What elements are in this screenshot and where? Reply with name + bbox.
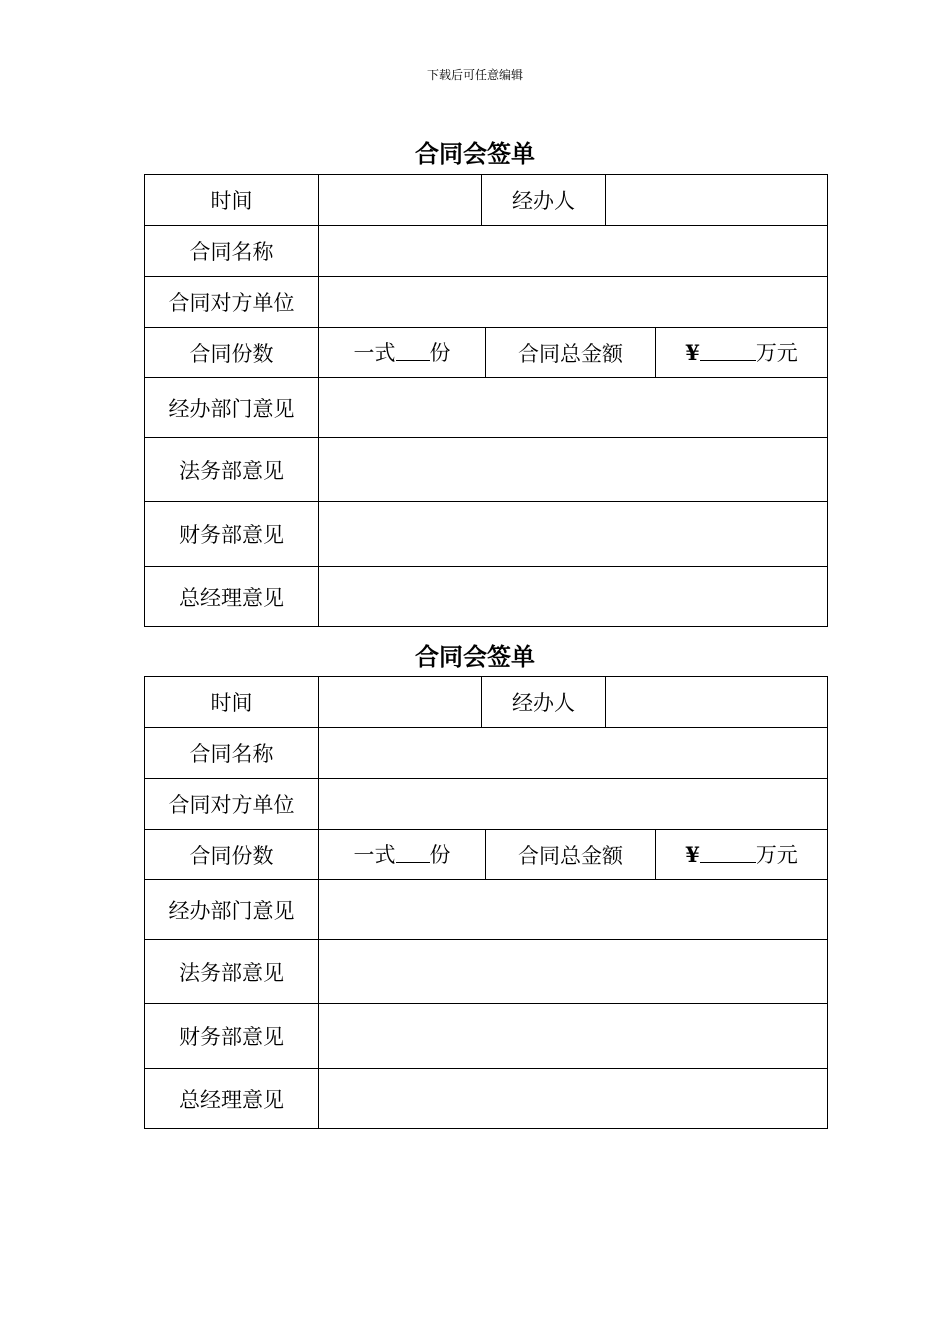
time-label: 时间	[145, 677, 319, 728]
contract-name-label: 合同名称	[145, 728, 319, 779]
finance-opinion-field[interactable]	[319, 1004, 828, 1069]
amount-unit: 万元	[755, 341, 798, 366]
dept-opinion-label: 经办部门意见	[145, 378, 319, 438]
gm-opinion-field[interactable]	[319, 567, 828, 627]
legal-opinion-field[interactable]	[319, 438, 828, 502]
gm-opinion-label: 总经理意见	[145, 1069, 319, 1129]
copies-blank[interactable]	[396, 839, 430, 862]
time-field[interactable]	[319, 175, 482, 226]
copies-label: 合同份数	[145, 830, 319, 880]
handler-field[interactable]	[606, 175, 828, 226]
gm-opinion-label: 总经理意见	[145, 567, 319, 627]
contract-name-field[interactable]	[319, 728, 828, 779]
form-title: 合同会签单	[415, 642, 535, 671]
total-amount-field[interactable]	[656, 328, 828, 378]
dept-opinion-label: 经办部门意见	[145, 880, 319, 940]
copies-field[interactable]	[319, 328, 486, 378]
finance-opinion-label: 财务部意见	[145, 502, 319, 567]
counterparty-label: 合同对方单位	[145, 277, 319, 328]
legal-opinion-label: 法务部意见	[145, 940, 319, 1004]
legal-opinion-field[interactable]	[319, 940, 828, 1004]
total-amount-field[interactable]	[656, 830, 828, 880]
legal-opinion-label: 法务部意见	[145, 438, 319, 502]
counterparty-field[interactable]	[319, 277, 828, 328]
header-note: 下载后可任意编辑	[426, 68, 523, 82]
contract-signoff-table	[144, 174, 828, 627]
amount-blank[interactable]	[700, 839, 756, 862]
copies-field[interactable]	[319, 830, 486, 880]
currency-symbol: ¥	[685, 842, 700, 868]
copies-label: 合同份数	[145, 328, 319, 378]
counterparty-label: 合同对方单位	[145, 779, 319, 830]
gm-opinion-field[interactable]	[319, 1069, 828, 1129]
copies-prefix: 一式	[353, 341, 396, 366]
copies-suffix: 份	[429, 341, 451, 366]
total-amount-label: 合同总金额	[486, 830, 656, 880]
finance-opinion-field[interactable]	[319, 502, 828, 567]
time-field[interactable]	[319, 677, 482, 728]
dept-opinion-field[interactable]	[319, 880, 828, 940]
contract-signoff-table	[144, 676, 828, 1129]
dept-opinion-field[interactable]	[319, 378, 828, 438]
amount-blank[interactable]	[700, 337, 756, 360]
copies-blank[interactable]	[396, 337, 430, 360]
finance-opinion-label: 财务部意见	[145, 1004, 319, 1069]
copies-suffix: 份	[429, 843, 451, 868]
contract-name-field[interactable]	[319, 226, 828, 277]
form-title: 合同会签单	[415, 139, 535, 168]
copies-prefix: 一式	[353, 843, 396, 868]
amount-unit: 万元	[755, 843, 798, 868]
currency-symbol: ¥	[685, 340, 700, 366]
handler-field[interactable]	[606, 677, 828, 728]
contract-name-label: 合同名称	[145, 226, 319, 277]
counterparty-field[interactable]	[319, 779, 828, 830]
time-label: 时间	[145, 175, 319, 226]
handler-label: 经办人	[482, 677, 606, 728]
total-amount-label: 合同总金额	[486, 328, 656, 378]
handler-label: 经办人	[482, 175, 606, 226]
